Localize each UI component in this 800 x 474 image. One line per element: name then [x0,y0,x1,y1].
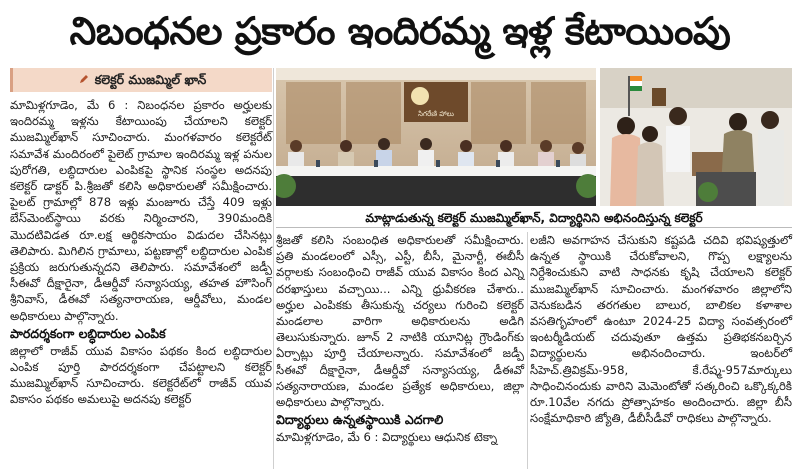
article-paragraph: లజీని అవగాహన చేసుకుని కష్టపడి చదివి భవిష్యత్తులో ఉన్నత స్థాయికి చేరుకోవాలని, గొప్ప లక్ష్యాలను నిర్దేశించుకుని వాటి సాధనకు కృషి చేయాలని కలెక్టర్ ముజమ్మిల్‌ఖాన్ సూచించారు. మంగళవారం జిల్లాలోని వెనుకబడిన తరగతుల బాలుర, బాలికల కళాశాల వసతిగృహంలో ఉంటూ 2024-25 విద్యా సంవత్సరంలో ఇంటర్మీడియట్ చదువుతూ ఉత్తమ ప్రతిభకనబర్చిన విద్యార్థులను అభినందించారు. ఇంటర్‌లో సీహెచ్.త్రివిక్రమ్-958, కే.రేష్మ-957మార్కులు సాధించినందుకు వారిని మెమెంటోతో సత్కరించి ఒక్కొక్కరికి రూ.10వేల నగదు ప్రోత్సాహకం అందించారు. జిల్లా బీసీ సంక్షేమాధికారి జ్యోతి, డీబీసీడీవో రాధికలు పాల్గొన్నారు. [530,233,792,426]
article-paragraph: జిల్లాలో రాజీవ్ యువ వికాసం పథకం కింద లబ్ధిదారుల ఎంపిక పూర్తి పారదర్శకంగా చేపట్టాలని కలెక్టర్ ముజమ్మిల్‌ఖాన్ సూచించారు. కలెక్టరేట్‌లో రాజీవ్ యువ వికాసం పథకం అమలుపై అదనపు కలెక్టర్ [10,343,272,407]
byline-text: కలెక్టర్ ముజమ్మిల్ ఖాన్ [94,72,207,87]
banner-text: సిగరేణి హాలు [418,110,454,118]
article-column-1 [10,97,272,469]
subheading: విద్యార్థులు ఉన్నతస్థాయికి ఎదగాలి [276,412,444,428]
meeting-photo [276,68,596,206]
photo-caption: మాట్లాడుతున్న కలెక్టర్ ముజమ్మిల్‌ఖాన్, విద్యార్థినిని అభినందిస్తున్న కలెక్టర్ [276,208,792,228]
article-paragraph: మామిళ్లగూడెం, మే 6 : నిబంధనల ప్రకారం అర్హులకు ఇందిరమ్మ ఇళ్లను కేటాయింపు చేయాలని కలెక్టర్ ముజమ్మిల్‌ఖాన్ సూచించారు. మంగళవారం కలెక్టరేట్ సమావేశ మందిరంలో పైలెట్ గ్రామాల ఇందిరమ్మ ఇళ్ల పనుల పురోగతి, లబ్ధిదారుల ఎంపికపై స్థానిక సంస్థల అదనపు కలెక్టర్ డాక్టర్ పి.శ్రీజతో కలిసి అధికారులతో సమీక్షించారు. పైలట్ గ్రామాల్లో 878 ఇళ్లు మంజూరు చేస్తే 409 ఇళ్లు బేస్‌మెంట్‌స్థాయి వరకు నిర్మించారని, 390మందికి మొదటివిడత రూ.లక్ష ఆర్థికసాయం విడుదల చేసినట్లు తెలిపారు. మిగిలిన గ్రామాలు, పట్టణాల్లో లబ్ధిదారుల ఎంపిక ప్రక్రియ జరుగుతున్నదని తెలిపారు. సమావేశంలో జడ్పీ సీఈవో దీక్షారైనా, డీఆర్డీవో సన్యాసయ్య, తహత హౌసింగ్ శ్రీనివాస్, డీఈవో సత్యనారాయణ, ఆర్డీవోలు, మండల అధికారులు పాల్గొన్నారు. [10,98,272,323]
column-divider [273,68,274,469]
pen-icon [79,74,89,84]
article-column-3 [530,232,792,469]
column-divider [527,232,528,469]
article-paragraph: మామిళ్లగూడెం, మే 6 : విద్యార్థులు ఆధునిక టెక్నా [276,430,498,445]
byline-box [10,68,272,92]
article-column-2 [276,232,524,469]
article-paragraph: శ్రీజతో కలిసి సంబంధిత అధికారులతో సమీక్షించారు. ప్రతి మండలంలో ఎస్సీ, ఎస్టీ, బీసీ, మైనార్టీ, ఈబీసీ వర్గాలకు సంబంధించి రాజీవ్ యువ వికాసం కింద ఎన్ని దరఖాస్తులు వచ్చాయి... ఎన్ని ధ్రువీకరణ చేశారు.. అర్హుల ఎంపికకు తీసుకున్న చర్యలు గురించి కలెక్టర్ మండలాల వారిగా అధికారులను అడిగి తెలుసుకున్నారు. జూన్ 2 నాటికి యూనిట్ల గ్రౌండింగ్‌కు ఏర్పాట్లు పూర్తి చేయాలన్నారు. సమావేశంలో జడ్పీ సీఈవో దీక్షారైనా, డీఆర్డీవో సన్యాసయ్య, డీఈవో సత్యనారాయణ, మండల ప్రత్యేక అధికారులు, జిల్లా అధికారులు పాల్గొన్నారు. [276,233,524,410]
subheading: పారదర్శకంగా లబ్ధిదారుల ఎంపిక [10,325,166,341]
page-headline: నిబంధనల ప్రకారం ఇందిరమ్మ ఇళ్ల కేటాయింపు [69,9,731,53]
felicitation-photo [600,68,792,206]
